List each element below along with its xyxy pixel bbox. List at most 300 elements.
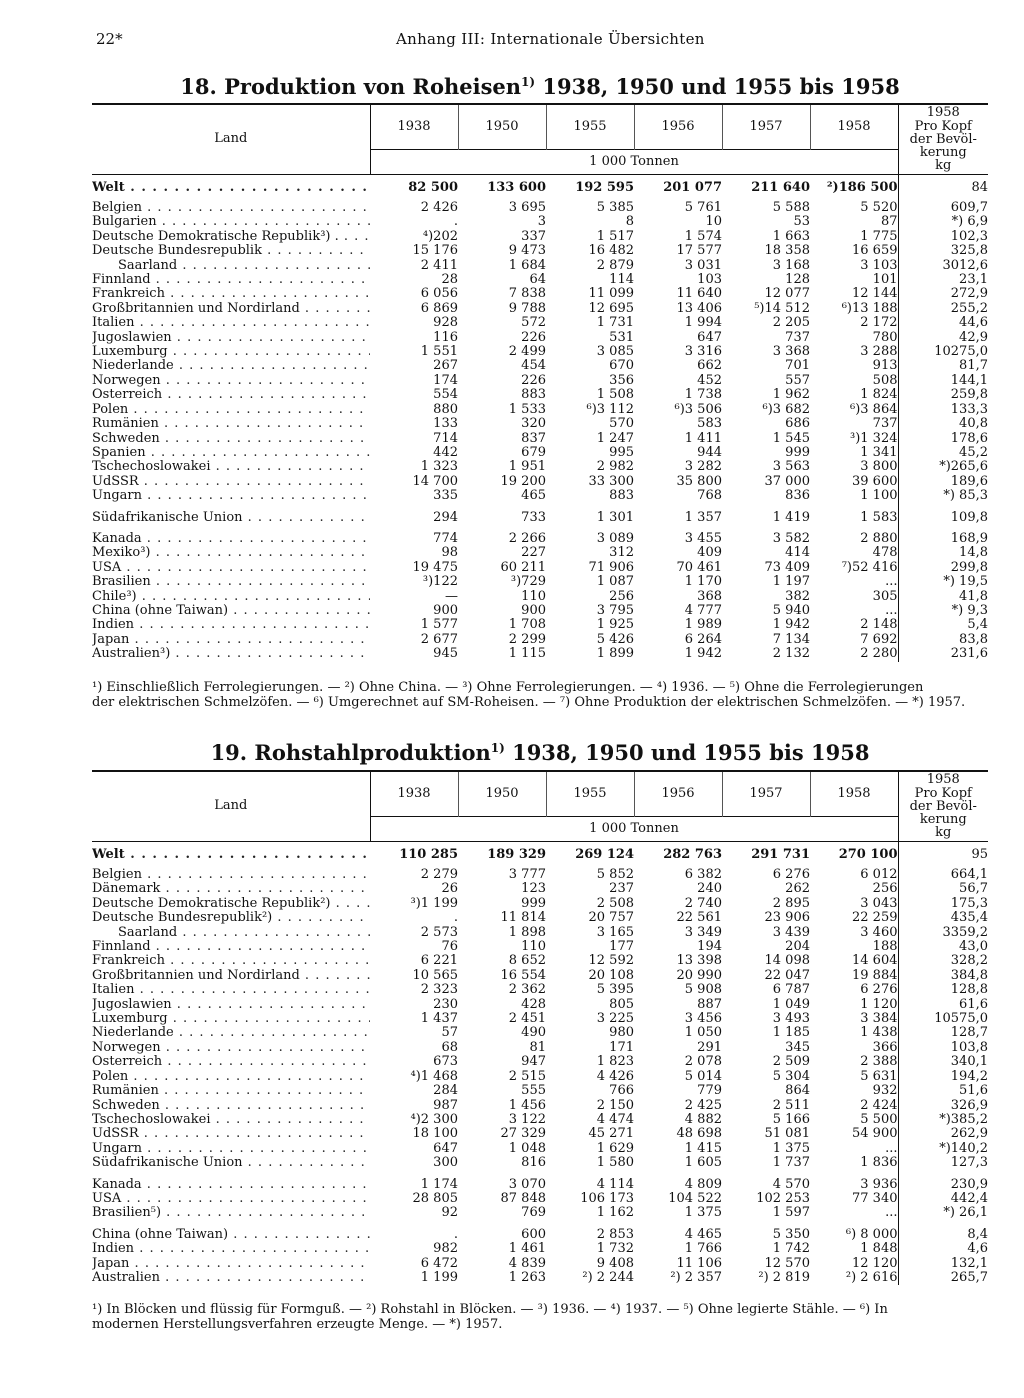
- per-capita-cell: *) 26,1: [943, 1206, 988, 1221]
- country-name: Indien . . .: [92, 1242, 370, 1256]
- country-name: Deutsche Bundesrepublik²) . . .: [92, 911, 370, 925]
- value-cell: 2 132: [772, 647, 810, 662]
- value-cell: 478: [810, 546, 898, 560]
- value-cell: 256: [810, 882, 898, 896]
- value-cell: 1 684: [508, 258, 546, 273]
- table-row: [92, 273, 988, 287]
- value-cell: 1 951: [508, 460, 546, 475]
- value-cell: 6 264: [684, 632, 722, 647]
- value-cell: ³)1 324: [810, 432, 898, 446]
- table-row: [92, 1127, 988, 1141]
- value-cell: 982: [433, 1242, 458, 1257]
- value-cell: 2 424: [810, 1099, 898, 1113]
- spacer-cell: [810, 1171, 898, 1178]
- value-cell: 1 170: [684, 575, 722, 590]
- per-capita-cell: 95: [971, 846, 988, 862]
- per-capita-cell: 255,2: [950, 301, 988, 316]
- value-cell: 465: [521, 489, 546, 504]
- country-name: USA . . .: [92, 561, 370, 575]
- value-cell: 1 551: [420, 345, 458, 360]
- per-capita-cell: 664,1: [950, 868, 988, 882]
- table-19-footnotes: [92, 1302, 988, 1332]
- per-capita-cell: 231,6: [950, 647, 988, 662]
- value-cell: 22 047: [764, 968, 810, 983]
- per-capita-cell: 4,6: [967, 1242, 988, 1257]
- value-cell: 6 221: [420, 954, 458, 969]
- column-header-year: 1956: [634, 771, 722, 817]
- value-cell: 60 211: [500, 560, 546, 575]
- value-cell: 300: [433, 1156, 458, 1171]
- table-row: [92, 1178, 988, 1192]
- value-cell: 1 120: [810, 998, 898, 1012]
- spacer-cell: [92, 1171, 370, 1178]
- value-cell: 883: [609, 489, 634, 504]
- value-cell: 2 299: [508, 632, 546, 647]
- value-cell: 201 077: [663, 179, 722, 195]
- value-cell: 2 150: [596, 1098, 634, 1113]
- table-row: [92, 1228, 988, 1242]
- value-cell: 780: [810, 331, 898, 345]
- value-cell: 13 406: [676, 301, 722, 316]
- per-capita-cell: 132,1: [950, 1256, 988, 1271]
- value-cell: 337: [521, 229, 546, 244]
- value-cell: 805: [609, 997, 634, 1012]
- per-capita-cell: 442,4: [950, 1191, 988, 1206]
- value-cell: 3 800: [810, 460, 898, 474]
- value-cell: 1 597: [772, 1206, 810, 1221]
- column-header-land: Land: [92, 771, 370, 842]
- spacer-cell: [458, 1171, 546, 1178]
- value-cell: 12 570: [764, 1256, 810, 1271]
- country-name: Polen . . .: [92, 1070, 370, 1084]
- value-cell: 2 573: [420, 925, 458, 940]
- value-cell: 8 652: [508, 954, 546, 969]
- value-cell: 1 925: [596, 618, 634, 633]
- value-cell: ...: [810, 1206, 898, 1220]
- value-cell: 57: [441, 1026, 458, 1041]
- value-cell: 171: [609, 1040, 634, 1055]
- table-19-body: [92, 842, 988, 1286]
- value-cell: 1 738: [684, 388, 722, 403]
- column-header-year: 1956: [634, 104, 722, 150]
- value-cell: 5 304: [772, 1069, 810, 1084]
- table-row: [92, 1099, 988, 1113]
- value-cell: 1 341: [810, 446, 898, 460]
- per-capita-cell: 133,3: [950, 402, 988, 417]
- spacer-cell: [810, 1221, 898, 1228]
- value-cell: 14 700: [412, 474, 458, 489]
- country-name: Japan . . .: [92, 633, 370, 647]
- value-cell: 4 570: [772, 1177, 810, 1192]
- value-cell: 366: [810, 1041, 898, 1055]
- value-cell: 98: [441, 546, 458, 561]
- value-cell: 1 836: [810, 1156, 898, 1170]
- country-name: Italien . . .: [92, 983, 370, 997]
- country-name: Australien . . .: [92, 1271, 370, 1285]
- value-cell: 737: [785, 330, 810, 345]
- value-cell: 766: [609, 1084, 634, 1099]
- country-name: UdSSR . . .: [92, 1127, 370, 1141]
- per-capita-cell: *) 6,9: [951, 215, 988, 230]
- table-18-title: [92, 74, 988, 99]
- value-cell: 769: [521, 1206, 546, 1221]
- value-cell: .: [453, 1227, 458, 1242]
- per-capita-cell: 41,8: [959, 589, 988, 604]
- spacer-cell: [92, 525, 370, 532]
- country-name: Kanada . . .: [92, 1178, 370, 1192]
- value-cell: 737: [810, 417, 898, 431]
- table-row: [92, 1070, 988, 1084]
- value-cell: 3 085: [596, 345, 634, 360]
- footnote-line: ¹) Einschließlich Ferrolegierungen. — ²) Ohne China. — ³) Ohne Ferrolegierungen. — ⁴) 1936. — ⁵) Ohne die Ferrolegierungen: [92, 680, 924, 695]
- spacer-cell: [546, 504, 634, 511]
- value-cell: 17 577: [676, 244, 722, 259]
- value-cell: 600: [521, 1227, 546, 1242]
- value-cell: 26: [441, 882, 458, 897]
- value-cell: 1 942: [684, 647, 722, 662]
- value-cell: ⁶)3 506: [674, 402, 722, 417]
- value-cell: 1 737: [772, 1156, 810, 1171]
- value-cell: 230: [433, 997, 458, 1012]
- country-name: Luxemburg . . .: [92, 345, 370, 359]
- value-cell: 68: [441, 1040, 458, 1055]
- column-header-year: 1950: [458, 104, 546, 150]
- value-cell: 2 895: [772, 896, 810, 911]
- table-row: [92, 590, 988, 604]
- value-cell: ²) 2 357: [670, 1270, 722, 1285]
- value-cell: 4 777: [684, 603, 722, 618]
- per-capita-cell: 144,1: [950, 373, 988, 388]
- spacer-cell: [898, 1171, 988, 1178]
- value-cell: 20 108: [588, 968, 634, 983]
- value-cell: 192 595: [575, 179, 634, 195]
- value-cell: 913: [810, 359, 898, 373]
- country-name: Deutsche Demokratische Republik²) . . .: [92, 897, 370, 911]
- spacer-cell: [722, 1171, 810, 1178]
- table-19-title-rest: 1938, 1950 und 1955 bis 1958: [512, 740, 870, 765]
- table-row: [92, 575, 988, 589]
- spacer-cell: [458, 1221, 546, 1228]
- value-cell: 110: [521, 589, 546, 604]
- value-cell: 22 259: [810, 911, 898, 925]
- value-cell: 269 124: [575, 846, 634, 862]
- value-cell: 1 415: [684, 1141, 722, 1156]
- country-name: China (ohne Taiwan) . . .: [92, 1228, 370, 1242]
- value-cell: 572: [521, 316, 546, 331]
- value-cell: 583: [697, 417, 722, 432]
- value-cell: 1 994: [684, 316, 722, 331]
- value-cell: 77 340: [810, 1192, 898, 1206]
- value-cell: 3 368: [772, 345, 810, 360]
- table-19-title: [92, 740, 988, 765]
- value-cell: 28 805: [412, 1191, 458, 1206]
- per-capita-cell: 43,0: [959, 940, 988, 955]
- value-cell: 104 522: [668, 1191, 722, 1206]
- country-name: China (ohne Taiwan) . . .: [92, 604, 370, 618]
- value-cell: 686: [785, 417, 810, 432]
- spacer-cell: [92, 504, 370, 511]
- table-row: [92, 882, 988, 896]
- value-cell: 928: [433, 316, 458, 331]
- table-row: [92, 911, 988, 925]
- table-row: [92, 868, 988, 882]
- value-cell: 356: [609, 373, 634, 388]
- value-cell: 211 640: [751, 179, 810, 195]
- value-cell: 3 456: [684, 1012, 722, 1027]
- per-capita-cell: 3012,6: [942, 258, 988, 273]
- table-row: [92, 1113, 988, 1127]
- country-name: Frankreich . . .: [92, 287, 370, 301]
- table-row: [92, 1192, 988, 1206]
- value-cell: 262: [785, 882, 810, 897]
- value-cell: 4 465: [684, 1227, 722, 1242]
- per-capita-cell: 42,9: [959, 330, 988, 345]
- value-cell: 3 455: [684, 531, 722, 546]
- spacer-cell: [810, 525, 898, 532]
- value-cell: 6 012: [810, 868, 898, 882]
- value-cell: 6 056: [420, 287, 458, 302]
- per-capita-cell: 61,6: [959, 997, 988, 1012]
- value-cell: 774: [433, 531, 458, 546]
- value-cell: 6 787: [772, 983, 810, 998]
- country-name: Saarland . . .: [92, 926, 370, 940]
- country-name: Großbritannien und Nordirland . . .: [92, 969, 370, 983]
- per-capita-cell: 259,8: [950, 388, 988, 403]
- spacer-cell: [370, 1171, 458, 1178]
- value-cell: 2 515: [508, 1069, 546, 1084]
- value-cell: ...: [810, 604, 898, 618]
- value-cell: 944: [697, 445, 722, 460]
- value-cell: 305: [810, 590, 898, 604]
- value-cell: 1 263: [508, 1270, 546, 1285]
- value-cell: 3 165: [596, 925, 634, 940]
- value-cell: 53: [793, 215, 810, 230]
- spacer-cell: [634, 1221, 722, 1228]
- value-cell: ⁶) 8 000: [810, 1228, 898, 1242]
- value-cell: 18 358: [764, 244, 810, 259]
- value-cell: 1 419: [772, 510, 810, 525]
- table-row: [92, 432, 988, 446]
- world-row: [92, 842, 988, 869]
- value-cell: ²) 2 244: [582, 1270, 634, 1285]
- value-cell: 1 049: [772, 997, 810, 1012]
- value-cell: 9 788: [508, 301, 546, 316]
- value-cell: 995: [609, 445, 634, 460]
- value-cell: ³)1 199: [410, 896, 458, 911]
- country-name: Rumänien . . .: [92, 1084, 370, 1098]
- value-cell: 240: [697, 882, 722, 897]
- per-capita-cell: 84: [971, 179, 988, 195]
- value-cell: .: [453, 215, 458, 230]
- value-cell: 1 301: [596, 510, 634, 525]
- value-cell: 1 050: [684, 1026, 722, 1041]
- column-header-year: 1950: [458, 771, 546, 817]
- table-row: [92, 287, 988, 301]
- value-cell: 12 120: [810, 1257, 898, 1271]
- page-header: [96, 30, 990, 52]
- value-cell: 2 148: [810, 618, 898, 632]
- country-name: Jugoslawien . . .: [92, 998, 370, 1012]
- value-cell: 3 225: [596, 1012, 634, 1027]
- per-capita-cell: 109,8: [950, 510, 988, 525]
- country-name: Niederlande . . .: [92, 1026, 370, 1040]
- value-cell: ⁴)2 300: [410, 1112, 458, 1127]
- per-capita-cell: 262,9: [950, 1127, 988, 1142]
- value-cell: 6 382: [684, 868, 722, 882]
- value-cell: 14 604: [810, 954, 898, 968]
- column-header-year: 1957: [722, 104, 810, 150]
- value-cell: 3 288: [810, 345, 898, 359]
- per-capita-cell: 189,6: [950, 474, 988, 489]
- value-cell: ³)122: [422, 575, 458, 590]
- per-capita-cell: 299,8: [950, 560, 988, 575]
- value-cell: 4 809: [684, 1177, 722, 1192]
- value-cell: 900: [433, 603, 458, 618]
- value-cell: 20 990: [676, 968, 722, 983]
- page-number: 22*: [96, 30, 123, 48]
- country-name: Niederlande . . .: [92, 359, 370, 373]
- value-cell: 4 426: [596, 1069, 634, 1084]
- per-capita-cell: 45,2: [959, 445, 988, 460]
- value-cell: 87: [810, 215, 898, 229]
- country-name: Deutsche Demokratische Republik³) . . . .: [92, 230, 370, 244]
- value-cell: 1 185: [772, 1026, 810, 1041]
- value-cell: 64: [529, 273, 546, 288]
- country-name: Frankreich . . .: [92, 954, 370, 968]
- value-cell: 106 173: [580, 1191, 634, 1206]
- value-cell: 5 852: [596, 868, 634, 882]
- per-capita-cell: *) 9,3: [951, 603, 988, 618]
- value-cell: 414: [785, 546, 810, 561]
- value-cell: 267: [433, 359, 458, 374]
- spacer-cell: [634, 1171, 722, 1178]
- table-row: [92, 460, 988, 474]
- per-capita-line: kg: [935, 825, 952, 841]
- value-cell: 2 511: [772, 1098, 810, 1113]
- spacer-row: [92, 1171, 988, 1178]
- per-capita-line: der Bevöl-: [909, 798, 977, 814]
- table-18-footnotes: [92, 680, 988, 710]
- value-cell: 3 349: [684, 925, 722, 940]
- value-cell: 10 565: [412, 968, 458, 983]
- value-cell: 2 451: [508, 1012, 546, 1027]
- value-cell: ³)729: [510, 575, 546, 590]
- value-cell: 2 172: [810, 316, 898, 330]
- value-cell: 123: [521, 882, 546, 897]
- table-row: [92, 259, 988, 273]
- table-row: [92, 230, 988, 244]
- value-cell: ...: [810, 1142, 898, 1156]
- value-cell: 880: [433, 402, 458, 417]
- value-cell: 1 115: [508, 647, 546, 662]
- per-capita-cell: 128,8: [950, 983, 988, 998]
- spacer-cell: [546, 525, 634, 532]
- value-cell: 4 882: [684, 1112, 722, 1127]
- value-cell: 19 475: [412, 560, 458, 575]
- per-capita-cell: 609,7: [950, 201, 988, 215]
- value-cell: ⁶)3 682: [762, 402, 810, 417]
- value-cell: 9 473: [508, 244, 546, 259]
- value-cell: 12 592: [588, 954, 634, 969]
- value-cell: 7 838: [508, 287, 546, 302]
- table-row: [92, 926, 988, 940]
- value-cell: 189 329: [487, 846, 546, 862]
- country-name: Brasilien . . .: [92, 575, 370, 589]
- value-cell: 932: [810, 1084, 898, 1098]
- value-cell: 531: [609, 330, 634, 345]
- value-cell: 1 742: [772, 1242, 810, 1257]
- per-capita-cell: 340,1: [950, 1055, 988, 1070]
- column-header-year: 1958: [810, 771, 898, 817]
- value-cell: 6 276: [772, 868, 810, 882]
- value-cell: 490: [521, 1026, 546, 1041]
- table-row: [92, 532, 988, 546]
- spacer-cell: [898, 525, 988, 532]
- column-header-land: Land: [92, 104, 370, 175]
- value-cell: 5 014: [684, 1069, 722, 1084]
- per-capita-cell: 194,2: [950, 1069, 988, 1084]
- value-cell: 133 600: [487, 179, 546, 195]
- value-cell: 1 731: [596, 316, 634, 331]
- per-capita-cell: 10575,0: [934, 1012, 988, 1027]
- table-row: [92, 969, 988, 983]
- value-cell: ²) 2 819: [758, 1270, 810, 1285]
- value-cell: 1 766: [684, 1242, 722, 1257]
- table-row: [92, 546, 988, 560]
- per-capita-cell: *)265,6: [939, 460, 988, 475]
- country-name: Österreich . . .: [92, 1055, 370, 1069]
- value-cell: 2 499: [508, 345, 546, 360]
- value-cell: 27 329: [500, 1127, 546, 1142]
- table-row: [92, 511, 988, 525]
- per-capita-cell: *)385,2: [939, 1112, 988, 1127]
- per-capita-cell: 103,8: [950, 1040, 988, 1055]
- value-cell: 174: [433, 373, 458, 388]
- table-row: [92, 1142, 988, 1156]
- spacer-row: [92, 504, 988, 511]
- value-cell: 900: [521, 603, 546, 618]
- footnote-line: ¹) In Blöcken und flüssig für Formguß. — ²) Rohstahl in Blöcken. — ³) 1936. — ⁴) 1937. — ⁵) Ohne legierte Stähle. — ⁶) In: [92, 1302, 888, 1317]
- value-cell: 345: [785, 1040, 810, 1055]
- table-row: [92, 897, 988, 911]
- country-name: Spanien . . .: [92, 446, 370, 460]
- value-cell: 54 900: [810, 1127, 898, 1141]
- per-capita-cell: 5,4: [967, 618, 988, 633]
- value-cell: 837: [521, 431, 546, 446]
- country-name: Chile³) . . .: [92, 590, 370, 604]
- country-name: Finnland . . .: [92, 940, 370, 954]
- value-cell: 6 869: [420, 301, 458, 316]
- value-cell: 2 677: [420, 632, 458, 647]
- country-name: Brasilien⁵) . . .: [92, 1206, 370, 1220]
- table-row: [92, 331, 988, 345]
- column-header-year: 1955: [546, 104, 634, 150]
- per-capita-cell: 3359,2: [942, 925, 988, 940]
- value-cell: 5 588: [772, 201, 810, 215]
- table-row: [92, 647, 988, 661]
- spacer-cell: [92, 1221, 370, 1228]
- spacer-row: [92, 1221, 988, 1228]
- column-header-per-capita: [898, 771, 988, 842]
- country-name: Rumänien . . .: [92, 417, 370, 431]
- value-cell: ²)186 500: [810, 175, 898, 202]
- value-cell: 1 732: [596, 1242, 634, 1257]
- value-cell: 3 563: [772, 460, 810, 475]
- value-cell: 454: [521, 359, 546, 374]
- value-cell: 673: [433, 1055, 458, 1070]
- value-cell: 7 692: [810, 633, 898, 647]
- value-cell: ⁵)14 512: [754, 301, 810, 316]
